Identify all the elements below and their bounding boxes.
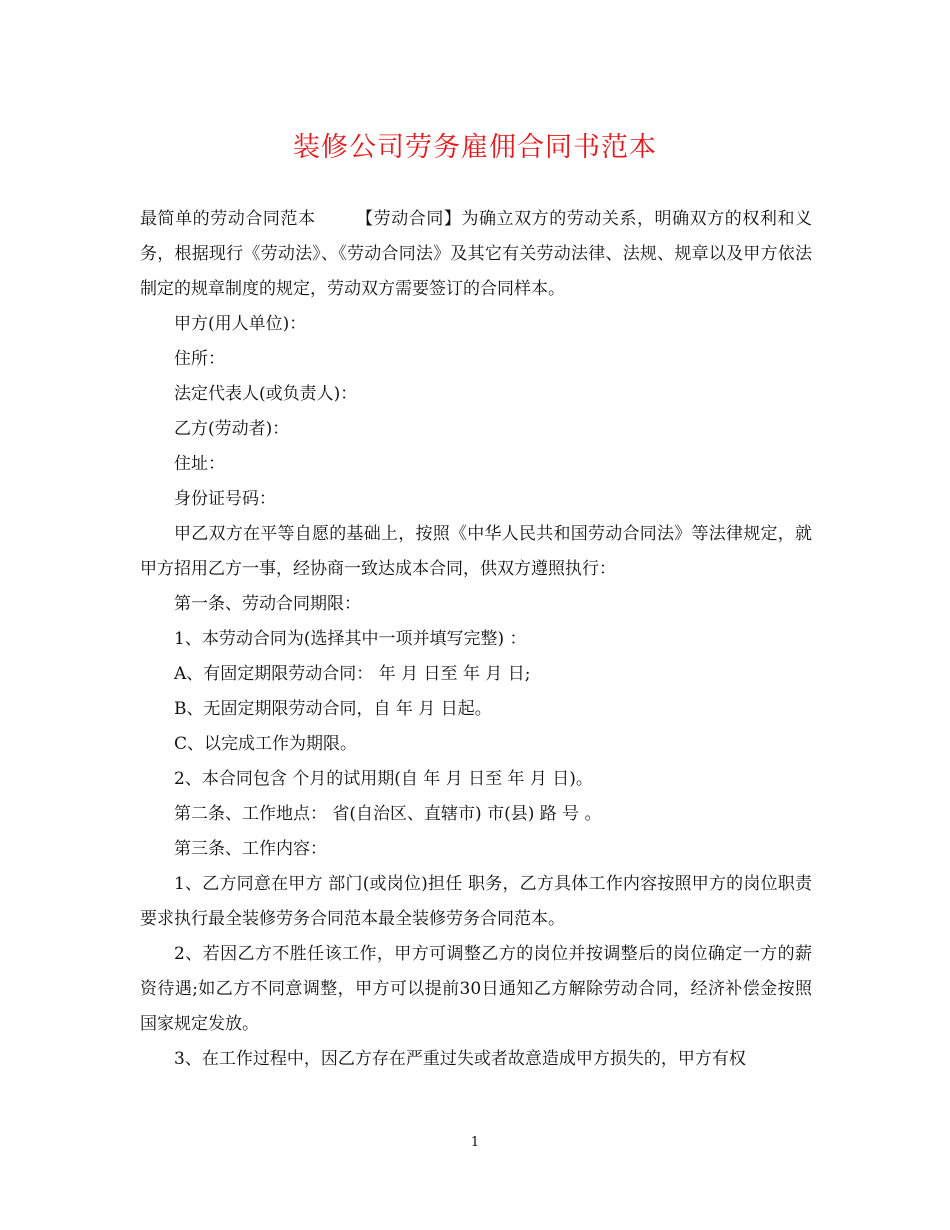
intro-prefix: 最简单的劳动合同范本 [140, 209, 316, 229]
document-body [140, 202, 812, 1077]
document-title: 装修公司劳务雇佣合同书范本 [293, 132, 657, 163]
article-1-heading: 第一条、劳动合同期限： [174, 594, 361, 614]
intro-text: 【劳动合同】为确立双方的劳动关系，明确双方的权利和义务，根据现行《劳动法》、《劳动合同法》及其它有关劳动法律、法规、规章以及甲方依法制定的规章制度的规定，劳动双方需要签订的合同样本。 [140, 209, 813, 299]
article-1-option-a: A、有固定期限劳动合同： 年 月 日至 年 月 日; [174, 664, 531, 684]
party-a-address-label: 住所： [174, 349, 225, 369]
article-1-item-1: 1、本劳动合同为(选择其中一项并填写完整) ： [174, 629, 527, 649]
party-a-label: 甲方(用人单位)： [174, 314, 307, 334]
article-1-item-2: 2、本合同包含 个月的试用期(自 年 月 日至 年 月 日)。 [174, 769, 593, 789]
party-b-address-label: 住址： [174, 454, 225, 474]
legal-representative-label: 法定代表人(或负责人)： [174, 384, 358, 404]
article-3-item-1: 1、乙方同意在甲方 部门(或岗位)担任 职务，乙方具体工作内容按照甲方的岗位职责要求执行最全装修劳务合同范本最全装修劳务合同范本。 [140, 874, 812, 929]
article-1-option-c: C、以完成工作为期限。 [174, 734, 358, 754]
party-b-label: 乙方(劳动者)： [174, 419, 290, 439]
article-2-heading: 第二条、工作地点： 省(自治区、直辖市) 市(县) 路 号 。 [174, 804, 602, 824]
article-1-option-b: B、无固定期限劳动合同，自 年 月 日起。 [174, 699, 492, 719]
article-3-heading: 第三条、工作内容： [174, 839, 327, 859]
intro-paragraph [140, 202, 812, 307]
article-3-item-3: 3、在工作过程中，因乙方存在严重过失或者故意造成甲方损失的，甲方有权 [174, 1049, 746, 1069]
page-number: 1 [470, 1135, 480, 1150]
article-3-item-2: 2、若因乙方不胜任该工作，甲方可调整乙方的岗位并按调整后的岗位确定一方的薪资待遇;如乙方不同意调整，甲方可以提前30日通知乙方解除劳动合同，经济补偿金按照国家规定发放。 [140, 944, 812, 1034]
id-number-label: 身份证号码： [174, 489, 276, 509]
preamble-paragraph: 甲乙双方在平等自愿的基础上，按照《中华人民共和国劳动合同法》等法律规定，就甲方招用乙方一事，经协商一致达成本合同，供双方遵照执行： [140, 524, 812, 579]
